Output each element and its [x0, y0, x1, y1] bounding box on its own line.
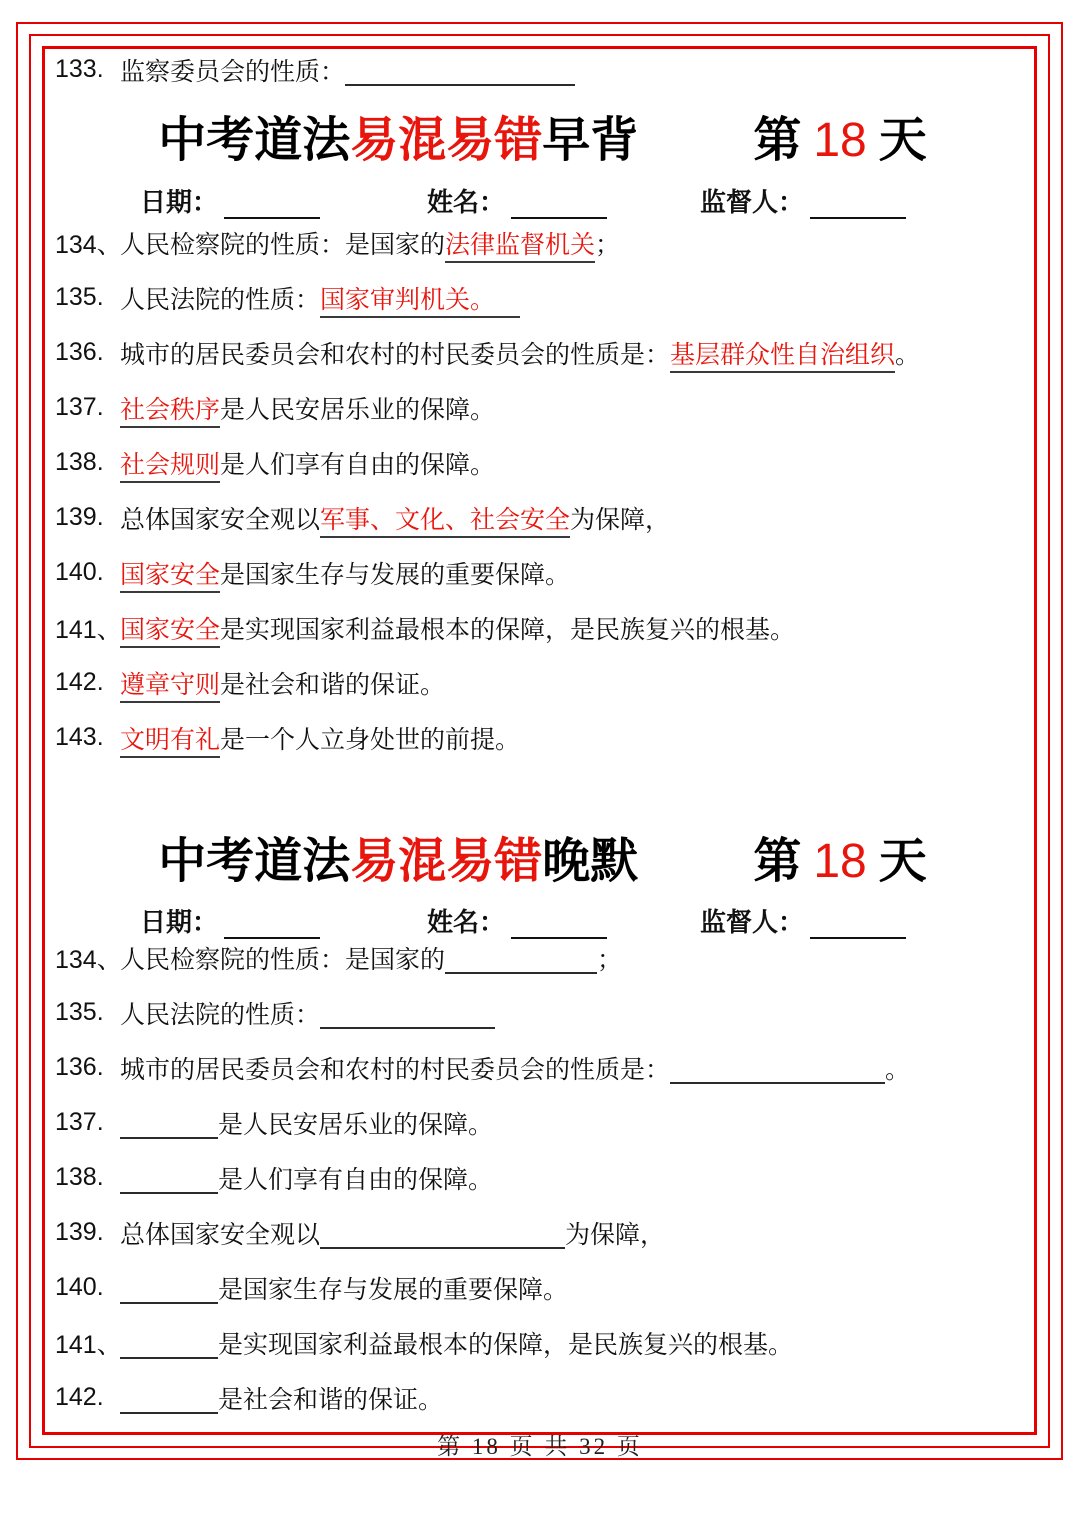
name-label: 姓名： [427, 187, 506, 217]
evening-question-137 [50, 1095, 1035, 1150]
question-body [120, 1160, 1035, 1196]
date-label: 日期： [140, 187, 219, 217]
question-number: 141、 [55, 1330, 122, 1359]
answer-blank-line [120, 1392, 218, 1414]
question-text: 是人们享有自由的保障。 [218, 1165, 494, 1194]
question-text: 。 [885, 1055, 911, 1084]
title-black-1: 中考道法 [158, 835, 351, 888]
question-body [120, 500, 1035, 536]
question-number: 137. [55, 1108, 104, 1136]
question-body [120, 335, 1035, 371]
question-text: 是实现国家利益最根本的保障，是民族复兴的根基。 [220, 615, 796, 644]
question-body [120, 390, 1035, 426]
evening-title-text [158, 827, 638, 897]
page-number-footer: 第 18 页 共 32 页 [437, 1434, 643, 1459]
answer-text: 基层群众性自治组织 [670, 341, 895, 373]
question-body [120, 940, 1035, 976]
question-body [120, 1215, 1035, 1251]
answer-text: 国家安全 [120, 616, 220, 648]
question-number: 136. [55, 1053, 104, 1081]
answer-blank-line [320, 1007, 495, 1029]
question-number: 138. [55, 448, 104, 476]
title-red-highlight: 易混易错 [350, 114, 543, 167]
morning-question-136 [50, 325, 1035, 380]
question-text: 。 [895, 340, 921, 369]
evening-question-134 [50, 930, 1035, 985]
morning-question-137 [50, 380, 1035, 435]
morning-question-135 [50, 270, 1035, 325]
morning-question-134 [50, 215, 1035, 270]
morning-question-143 [50, 710, 1035, 765]
date-label: 日期： [140, 907, 219, 937]
morning-question-140 [50, 545, 1035, 600]
question-text: 是国家生存与发展的重要保障。 [218, 1275, 569, 1304]
answer-text: 国家安全 [120, 561, 220, 593]
question-text: 是人民安居乐业的保障。 [218, 1110, 494, 1139]
question-number: 140. [55, 1273, 104, 1301]
question-text: 城市的居民委员会和农村的村民委员会的性质是： [120, 1055, 671, 1084]
question-text: 是社会和谐的保证。 [220, 670, 446, 699]
question-text: 是社会和谐的保证。 [218, 1385, 444, 1414]
evening-question-141 [50, 1315, 1035, 1370]
supervisor-label: 监督人： [700, 907, 805, 937]
question-number: 133. [55, 55, 104, 83]
question-text: 人民检察院的性质：是国家的 [120, 230, 446, 259]
question-text: 是人们享有自由的保障。 [220, 450, 496, 479]
title-black-1: 中考道法 [158, 114, 351, 167]
answer-blank-line [120, 1337, 218, 1359]
answer-text: 遵章守则 [120, 671, 220, 703]
answer-blank-line [320, 1227, 565, 1249]
question-body [120, 665, 1035, 701]
question-body [120, 1325, 1035, 1361]
question-number: 142. [55, 668, 104, 696]
day-prefix: 第 [753, 114, 802, 167]
answer-blank-line [670, 1062, 885, 1084]
question-text: 为保障， [570, 505, 671, 534]
date-field [140, 182, 320, 219]
morning-section-title [50, 106, 1035, 176]
question-number: 135. [55, 283, 104, 311]
supervisor-field [700, 182, 906, 219]
question-text: 人民法院的性质： [120, 285, 321, 314]
morning-title-text [158, 106, 638, 176]
question-text: 人民法院的性质： [120, 1000, 321, 1029]
evening-section-title [50, 827, 1035, 897]
question-body [120, 610, 1035, 646]
evening-question-list [50, 930, 1035, 1425]
question-body [120, 445, 1035, 481]
evening-question-136 [50, 1040, 1035, 1095]
question-text: 为保障， [565, 1220, 666, 1249]
answer-blank-line [120, 1172, 218, 1194]
morning-question-142 [50, 655, 1035, 710]
morning-question-141 [50, 600, 1035, 655]
evening-day-label [753, 827, 926, 897]
answer-text: 法律监督机关 [445, 231, 595, 263]
question-number: 135. [55, 998, 104, 1026]
title-black-2: 晚默 [542, 835, 639, 888]
morning-header-fields [50, 182, 1035, 217]
question-body [120, 995, 1035, 1031]
day-suffix: 天 [878, 835, 927, 888]
name-label: 姓名： [427, 907, 506, 937]
answer-text: 社会秩序 [120, 396, 220, 428]
question-133-block [50, 42, 1035, 97]
answer-text: 社会规则 [120, 451, 220, 483]
morning-question-139 [50, 490, 1035, 545]
question-body [120, 1105, 1035, 1141]
question-number: 136. [55, 338, 104, 366]
question-body [120, 225, 1035, 261]
question-body [120, 52, 1035, 88]
question-text: 监察委员会的性质： [120, 57, 346, 86]
evening-question-135 [50, 985, 1035, 1040]
morning-question-list [50, 215, 1035, 765]
question-body [120, 1380, 1035, 1416]
morning-question-138 [50, 435, 1035, 490]
question-text: ； [597, 945, 623, 974]
question-body [120, 1050, 1035, 1086]
top-question-133 [50, 42, 1035, 97]
question-number: 142. [55, 1383, 104, 1411]
question-text: 城市的居民委员会和农村的村民委员会的性质是： [120, 340, 671, 369]
question-text: 人民检察院的性质：是国家的 [120, 945, 446, 974]
question-text: 是一个人立身处世的前提。 [220, 725, 521, 754]
question-text: 是国家生存与发展的重要保障。 [220, 560, 571, 589]
evening-question-139 [50, 1205, 1035, 1260]
title-black-2: 早背 [542, 114, 639, 167]
worksheet-content [50, 48, 1035, 1433]
question-text: 总体国家安全观以 [120, 505, 321, 534]
question-text: 是实现国家利益最根本的保障，是民族复兴的根基。 [218, 1330, 794, 1359]
day-number: 18 [813, 835, 867, 888]
question-text: ； [595, 230, 621, 259]
question-number: 134、 [55, 230, 122, 259]
answer-blank-line [120, 1117, 218, 1139]
evening-question-138 [50, 1150, 1035, 1205]
answer-blank-line [120, 1282, 218, 1304]
answer-text: 军事、文化、社会安全 [320, 506, 570, 538]
day-suffix: 天 [878, 114, 927, 167]
question-body [120, 280, 1035, 316]
question-number: 138. [55, 1163, 104, 1191]
question-number: 141、 [55, 615, 122, 644]
evening-question-142 [50, 1370, 1035, 1425]
question-number: 139. [55, 1218, 104, 1246]
answer-blank-line [445, 952, 597, 974]
name-field [427, 182, 607, 219]
day-number: 18 [813, 114, 867, 167]
question-number: 134、 [55, 945, 122, 974]
question-number: 139. [55, 503, 104, 531]
answer-blank-line [345, 64, 575, 86]
title-red-highlight: 易混易错 [350, 835, 543, 888]
question-number: 143. [55, 723, 104, 751]
question-body [120, 1270, 1035, 1306]
answer-text: 国家审判机关。 [320, 286, 520, 318]
answer-text: 文明有礼 [120, 726, 220, 758]
question-text: 总体国家安全观以 [120, 1220, 321, 1249]
question-body [120, 720, 1035, 756]
question-number: 140. [55, 558, 104, 586]
supervisor-label: 监督人： [700, 187, 805, 217]
morning-day-label [753, 106, 926, 176]
evening-question-140 [50, 1260, 1035, 1315]
question-text: 是人民安居乐业的保障。 [220, 395, 496, 424]
day-prefix: 第 [753, 835, 802, 888]
question-number: 137. [55, 393, 104, 421]
question-body [120, 555, 1035, 591]
